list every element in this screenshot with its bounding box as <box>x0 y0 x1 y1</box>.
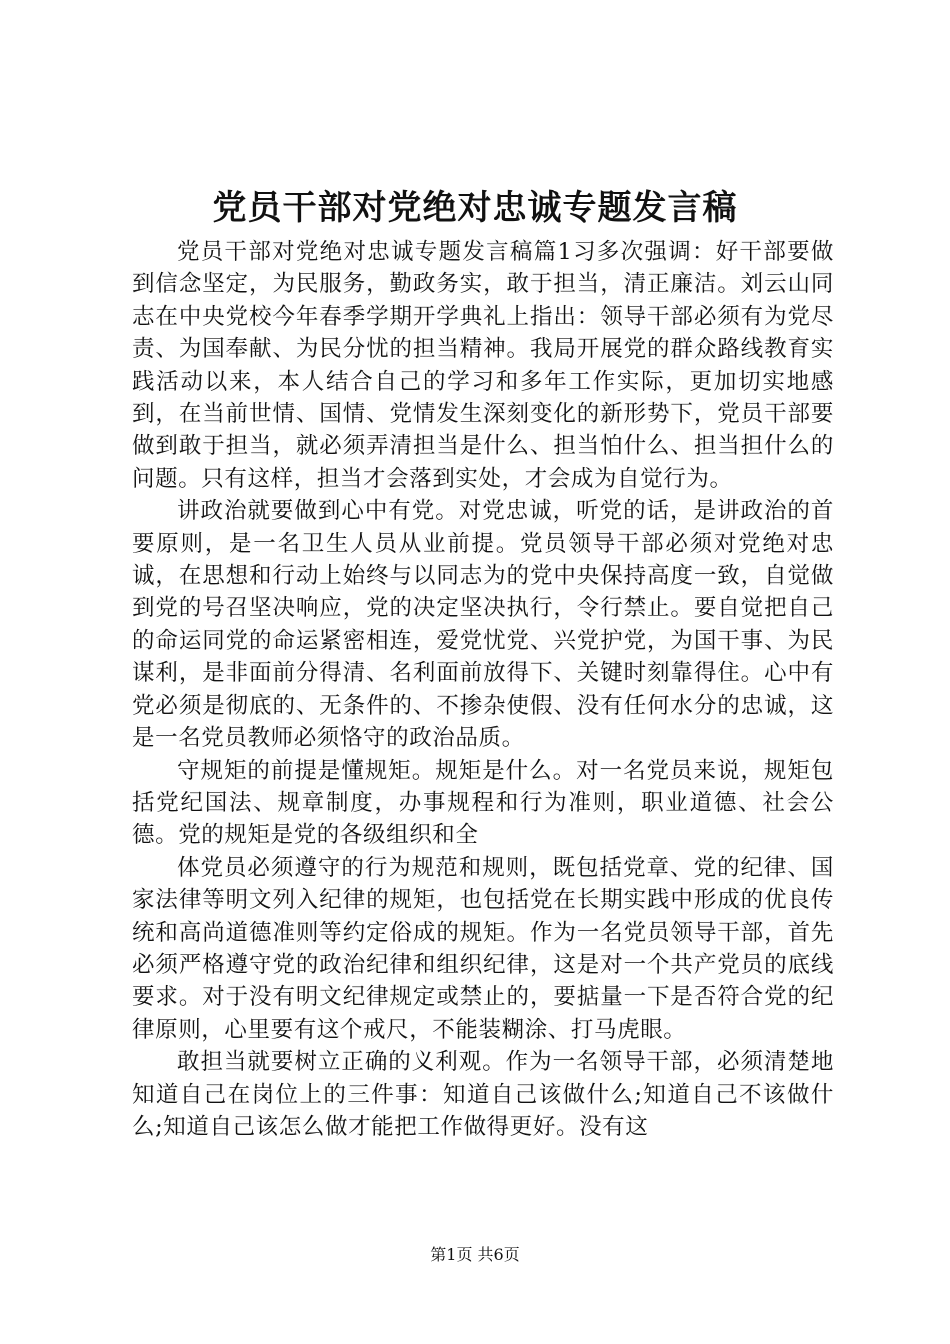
document-body <box>132 236 834 1143</box>
paragraph-2: 讲政治就要做到心中有党。对党忠诚，听党的话，是讲政治的首要原则，是一名卫生人员从业前提。党员领导干部必须对党绝对忠诚，在思想和行动上始终与以同志为的党中央保持高度一致，自觉做到党的号召坚决响应，党的决定坚决执行，令行禁止。要自觉把自己的命运同党的命运紧密相连，爱党忧党、兴党护党，为国干事、为民谋利，是非面前分得清、名利面前放得下、关键时刻靠得住。心中有党必须是彻底的、无条件的、不掺杂使假、没有任何水分的忠诚，这是一名党员教师必须恪守的政治品质。 <box>132 498 834 752</box>
paragraph-4: 体党员必须遵守的行为规范和规则，既包括党章、党的纪律、国家法律等明文列入纪律的规矩，也包括党在长期实践中形成的优良传统和高尚道德准则等约定俗成的规矩。作为一名党员领导干部，首先必须严格遵守党的政治纪律和组织纪律，这是对一个共产党员的底线要求。对于没有明文纪律规定或禁止的，要掂量一下是否符合党的纪律原则，心里要有这个戒尺，不能装糊涂、打马虎眼。 <box>132 854 834 1043</box>
paragraph-3: 守规矩的前提是懂规矩。规矩是什么。对一名党员来说，规矩包括党纪国法、规章制度，办事规程和行为准则，职业道德、社会公德。党的规矩是党的各级组织和全 <box>132 757 834 849</box>
paragraph-5: 敢担当就要树立正确的义利观。作为一名领导干部，必须清楚地知道自己在岗位上的三件事：知道自己该做什么;知道自己不该做什么;知道自己该怎么做才能把工作做得更好。没有这 <box>132 1049 834 1140</box>
paragraph-1: 党员干部对党绝对忠诚专题发言稿篇1习多次强调：好干部要做到信念坚定，为民服务，勤政务实，敢于担当，清正廉洁。刘云山同志在中央党校今年春季学期开学典礼上指出：领导干部必须有为党尽责、为国奉献、为民分忧的担当精神。我局开展党的群众路线教育实践活动以来，本人结合自己的学习和多年工作实际，更加切实地感到，在当前世情、国情、党情发生深刻变化的新形势下，党员干部要做到敢于担当，就必须弄清担当是什么、担当怕什么、担当担什么的问题。只有这样，担当才会落到实处，才会成为自觉行为。 <box>132 239 834 492</box>
page-indicator: 第1页 共6页 <box>430 1245 520 1264</box>
page-title: 党员干部对党绝对忠诚专题发言稿 <box>212 188 738 228</box>
page-footer <box>0 1244 950 1266</box>
